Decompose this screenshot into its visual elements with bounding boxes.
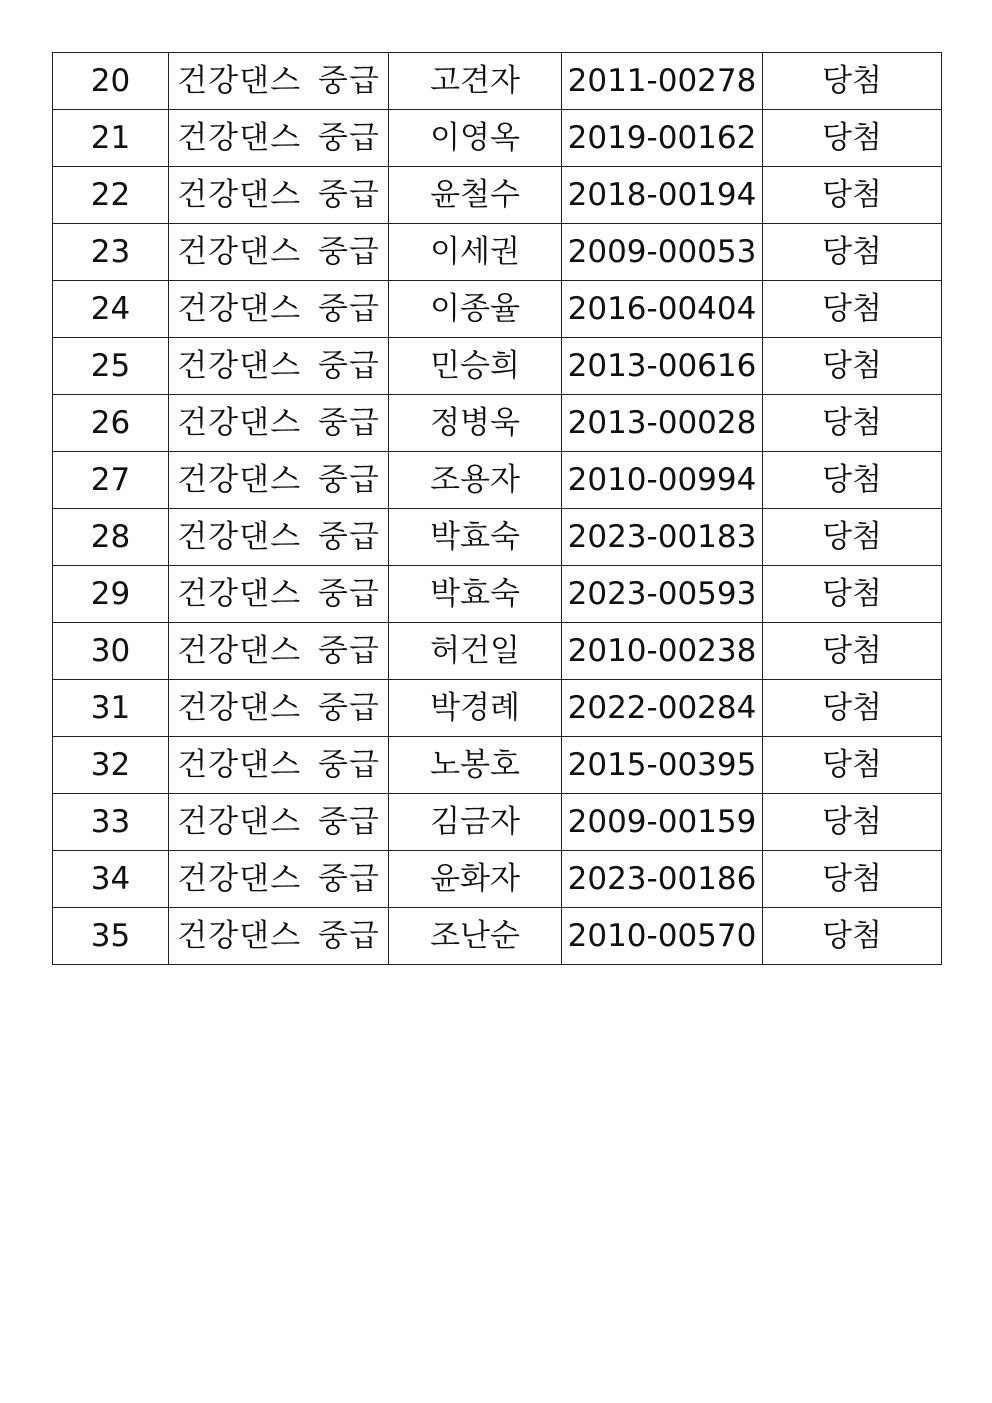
applicant-name-cell: 이세권 (389, 224, 562, 281)
registration-id-cell: 2010-00994 (562, 452, 763, 509)
result-cell: 당첨 (763, 281, 942, 338)
applicant-name-cell: 고견자 (389, 53, 562, 110)
row-number-cell: 22 (53, 167, 169, 224)
registration-id-cell: 2015-00395 (562, 737, 763, 794)
course-cell: 건강댄스 중급 (169, 623, 389, 680)
applicant-name-cell: 김금자 (389, 794, 562, 851)
row-number-cell: 27 (53, 452, 169, 509)
lottery-results-table (52, 52, 942, 965)
result-cell: 당첨 (763, 110, 942, 167)
course-cell: 건강댄스 중급 (169, 908, 389, 965)
row-number-cell: 29 (53, 566, 169, 623)
registration-id-cell: 2019-00162 (562, 110, 763, 167)
registration-id-cell: 2018-00194 (562, 167, 763, 224)
results-table-body (53, 53, 942, 965)
applicant-name-cell: 윤화자 (389, 851, 562, 908)
result-cell: 당첨 (763, 794, 942, 851)
table-row (53, 566, 942, 623)
row-number-cell: 24 (53, 281, 169, 338)
applicant-name-cell: 박효숙 (389, 566, 562, 623)
registration-id-cell: 2009-00159 (562, 794, 763, 851)
result-cell: 당첨 (763, 623, 942, 680)
row-number-cell: 23 (53, 224, 169, 281)
course-cell: 건강댄스 중급 (169, 167, 389, 224)
course-cell: 건강댄스 중급 (169, 737, 389, 794)
table-row (53, 110, 942, 167)
registration-id-cell: 2009-00053 (562, 224, 763, 281)
table-row (53, 908, 942, 965)
result-cell: 당첨 (763, 509, 942, 566)
registration-id-cell: 2016-00404 (562, 281, 763, 338)
registration-id-cell: 2013-00028 (562, 395, 763, 452)
result-cell: 당첨 (763, 452, 942, 509)
table-row (53, 224, 942, 281)
registration-id-cell: 2023-00183 (562, 509, 763, 566)
applicant-name-cell: 이영옥 (389, 110, 562, 167)
registration-id-cell: 2013-00616 (562, 338, 763, 395)
result-cell: 당첨 (763, 338, 942, 395)
applicant-name-cell: 민승희 (389, 338, 562, 395)
table-row (53, 623, 942, 680)
result-cell: 당첨 (763, 680, 942, 737)
course-cell: 건강댄스 중급 (169, 395, 389, 452)
applicant-name-cell: 허건일 (389, 623, 562, 680)
applicant-name-cell: 이종율 (389, 281, 562, 338)
result-cell: 당첨 (763, 167, 942, 224)
row-number-cell: 26 (53, 395, 169, 452)
applicant-name-cell: 조용자 (389, 452, 562, 509)
table-row (53, 794, 942, 851)
course-cell: 건강댄스 중급 (169, 566, 389, 623)
table-row (53, 680, 942, 737)
registration-id-cell: 2023-00593 (562, 566, 763, 623)
table-row (53, 395, 942, 452)
result-cell: 당첨 (763, 224, 942, 281)
registration-id-cell: 2023-00186 (562, 851, 763, 908)
result-cell: 당첨 (763, 566, 942, 623)
result-cell: 당첨 (763, 395, 942, 452)
course-cell: 건강댄스 중급 (169, 338, 389, 395)
applicant-name-cell: 정병욱 (389, 395, 562, 452)
row-number-cell: 31 (53, 680, 169, 737)
applicant-name-cell: 박경례 (389, 680, 562, 737)
course-cell: 건강댄스 중급 (169, 281, 389, 338)
course-cell: 건강댄스 중급 (169, 53, 389, 110)
registration-id-cell: 2022-00284 (562, 680, 763, 737)
result-cell: 당첨 (763, 908, 942, 965)
row-number-cell: 35 (53, 908, 169, 965)
row-number-cell: 30 (53, 623, 169, 680)
result-cell: 당첨 (763, 851, 942, 908)
row-number-cell: 20 (53, 53, 169, 110)
row-number-cell: 33 (53, 794, 169, 851)
course-cell: 건강댄스 중급 (169, 452, 389, 509)
table-row (53, 338, 942, 395)
row-number-cell: 28 (53, 509, 169, 566)
course-cell: 건강댄스 중급 (169, 509, 389, 566)
table-row (53, 281, 942, 338)
course-cell: 건강댄스 중급 (169, 794, 389, 851)
result-cell: 당첨 (763, 737, 942, 794)
course-cell: 건강댄스 중급 (169, 851, 389, 908)
table-row (53, 509, 942, 566)
course-cell: 건강댄스 중급 (169, 680, 389, 737)
registration-id-cell: 2010-00238 (562, 623, 763, 680)
table-row (53, 851, 942, 908)
applicant-name-cell: 박효숙 (389, 509, 562, 566)
row-number-cell: 34 (53, 851, 169, 908)
result-cell: 당첨 (763, 53, 942, 110)
course-cell: 건강댄스 중급 (169, 224, 389, 281)
registration-id-cell: 2010-00570 (562, 908, 763, 965)
row-number-cell: 25 (53, 338, 169, 395)
applicant-name-cell: 노봉호 (389, 737, 562, 794)
table-row (53, 737, 942, 794)
applicant-name-cell: 조난순 (389, 908, 562, 965)
registration-id-cell: 2011-00278 (562, 53, 763, 110)
row-number-cell: 21 (53, 110, 169, 167)
applicant-name-cell: 윤철수 (389, 167, 562, 224)
row-number-cell: 32 (53, 737, 169, 794)
table-row (53, 53, 942, 110)
course-cell: 건강댄스 중급 (169, 110, 389, 167)
table-row (53, 452, 942, 509)
table-row (53, 167, 942, 224)
